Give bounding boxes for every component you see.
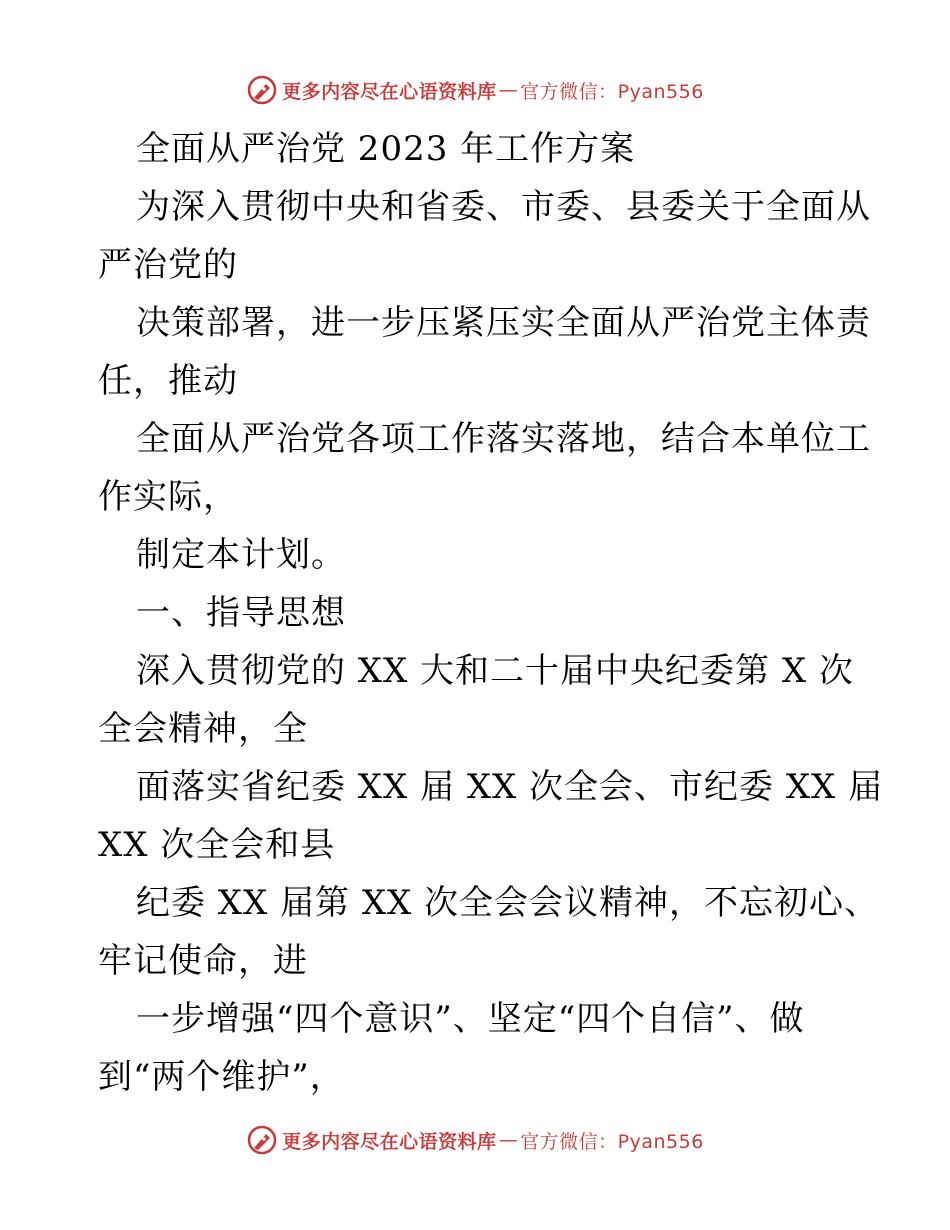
document-body [98, 120, 884, 1106]
document-line: 一步增强“四个意识”、坚定“四个自信”、做 [136, 999, 805, 1039]
watermark-separator: — [498, 79, 519, 101]
watermark-header [0, 70, 950, 110]
document-line: 为深入贯彻中央和省委、市委、县委关于全面从 [136, 187, 871, 227]
watermark-text: 更多内容尽在心语资料库 [282, 80, 497, 103]
document-line: 全面从严治党各项工作落实落地，结合本单位工 [136, 419, 871, 459]
document-line: 任，推动 [98, 361, 238, 401]
document-line: 作实际， [98, 477, 238, 517]
watermark-account: 官方微信：Pyan556 [520, 80, 704, 103]
document-line: 全会精神，全 [98, 709, 308, 749]
document-line: 到“两个维护”， [98, 1057, 345, 1097]
document-line: 面落实省纪委 XX 届 XX 次全会、市纪委 XX 届 [136, 767, 884, 807]
pen-nib-logo-icon [246, 1124, 278, 1156]
watermark-text: 更多内容尽在心语资料库 [282, 1130, 497, 1153]
document-line: 制定本计划。 [136, 535, 346, 575]
watermark-footer [0, 1120, 950, 1160]
document-line: 全面从严治党 2023 年工作方案 [136, 129, 636, 169]
document-line: 纪委 XX 届第 XX 次全会会议精神，不忘初心、 [136, 883, 880, 923]
document-line: 严治党的 [98, 245, 238, 285]
document-line: XX 次全会和县 [98, 825, 336, 865]
watermark-separator: — [498, 1129, 519, 1151]
pen-nib-logo-icon [246, 74, 278, 106]
document-line: 深入贯彻党的 XX 大和二十届中央纪委第 X 次 [136, 651, 854, 691]
watermark-account: 官方微信：Pyan556 [520, 1130, 704, 1153]
document-line: 牢记使命，进 [98, 941, 308, 981]
document-line: 一、指导思想 [136, 593, 346, 633]
document-line: 决策部署，进一步压紧压实全面从严治党主体责 [136, 303, 871, 343]
